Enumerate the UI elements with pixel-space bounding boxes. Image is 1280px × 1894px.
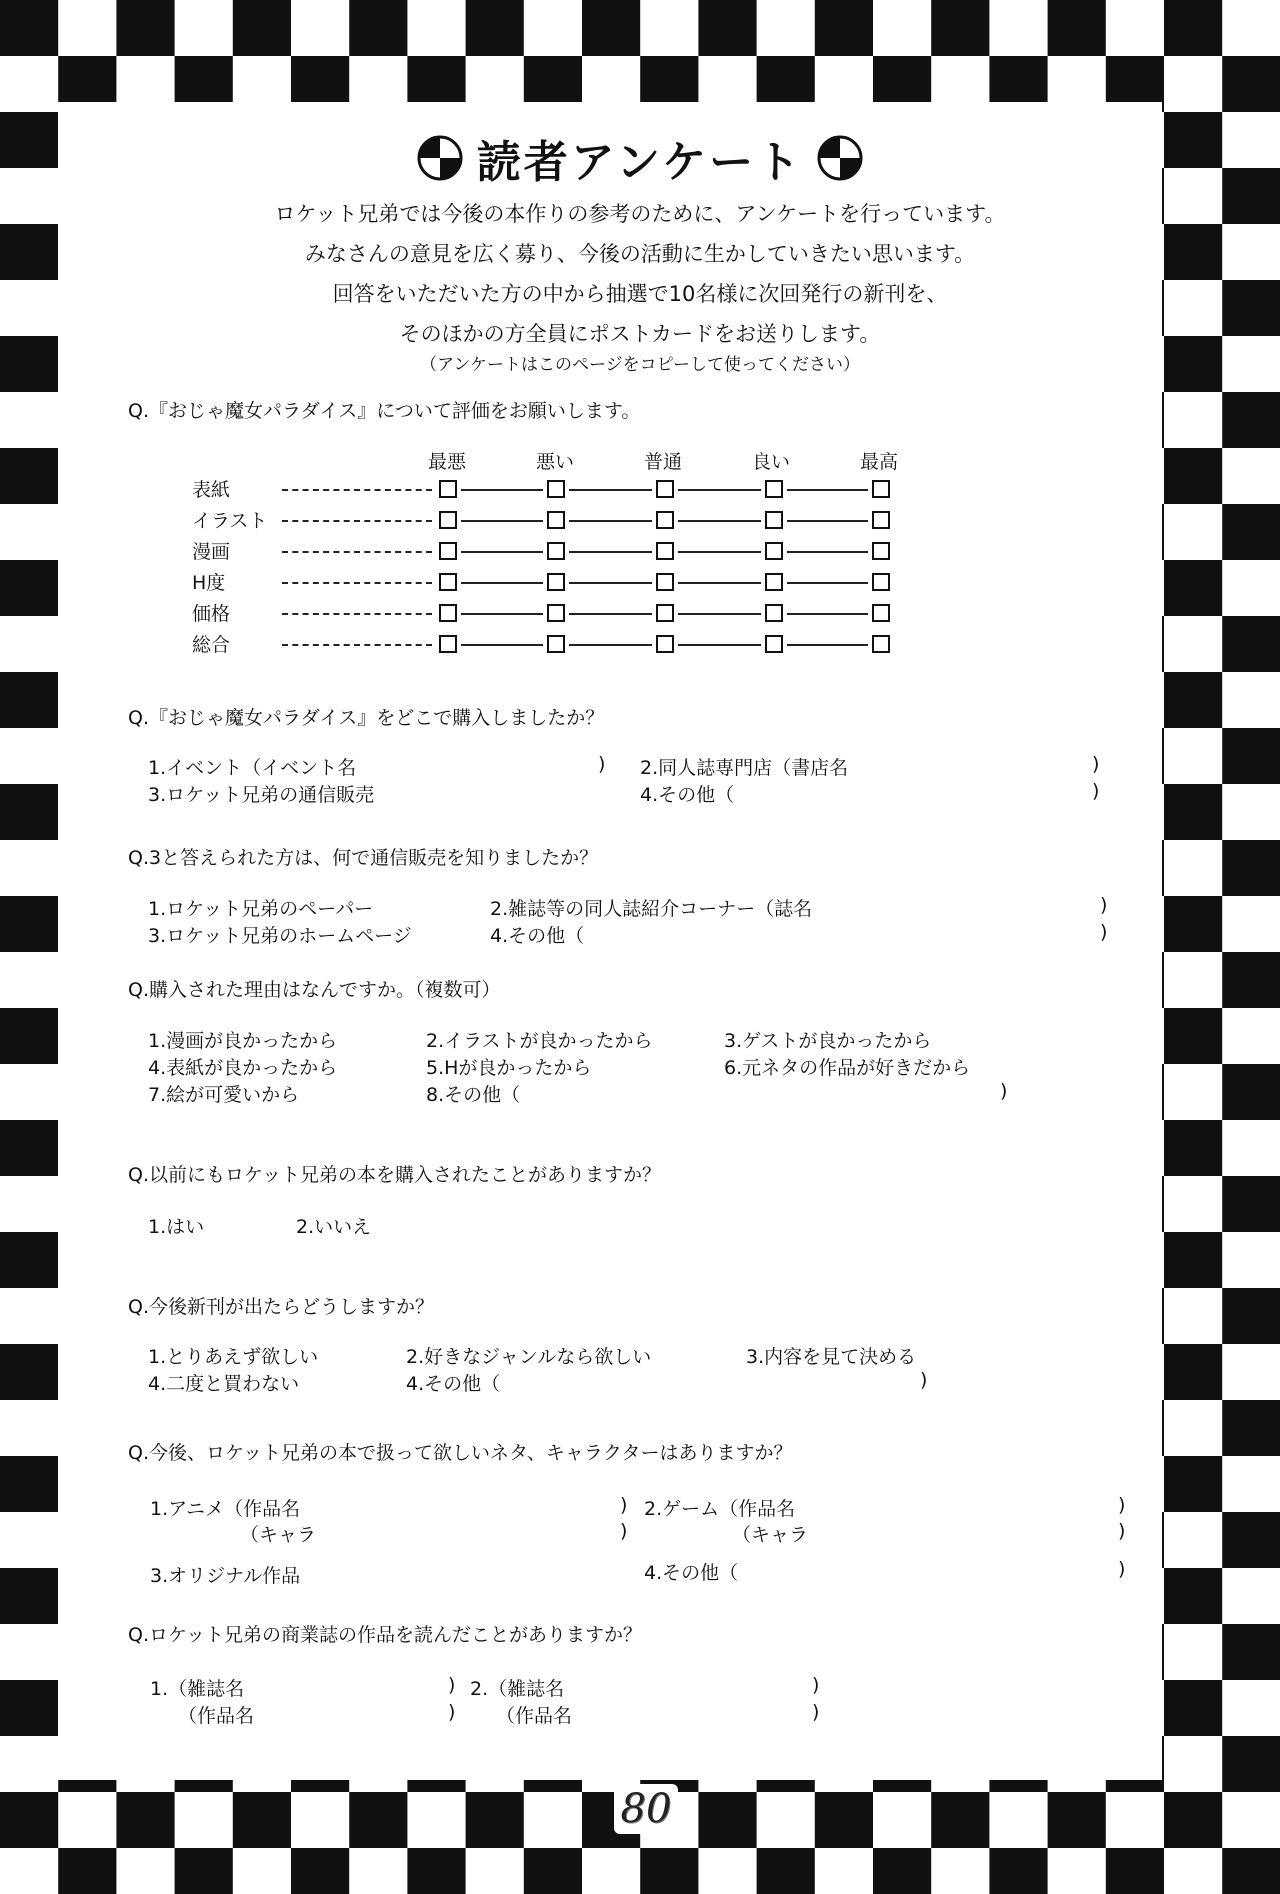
rating-checkbox[interactable] [765, 480, 783, 498]
rating-level-label: 普通 [644, 451, 683, 473]
rating-checkbox[interactable] [439, 480, 457, 498]
connector-line [569, 644, 652, 646]
rating-checkbox[interactable] [439, 511, 457, 529]
option-label: 1.（雑誌名 [150, 1678, 245, 1700]
connector-line [569, 551, 652, 553]
rating-row-label: 表紙 [192, 479, 231, 501]
rating-checkbox[interactable] [547, 480, 565, 498]
option-close-paren: ) [920, 1369, 928, 1391]
option-label: 1.ロケット兄弟のペーパー [148, 898, 374, 920]
connector-line [461, 582, 543, 584]
option-label: 4.その他（ [490, 925, 585, 947]
rating-checkbox[interactable] [656, 573, 674, 591]
rating-checkbox[interactable] [547, 573, 565, 591]
rating-row-label: H度 [192, 572, 226, 594]
option-label: 4.その他（ [644, 1562, 739, 1584]
option-close-paren: ) [620, 1520, 628, 1542]
question-mail-order-source: Q.3と答えられた方は、何で通信販売を知りましたか？ [128, 847, 599, 869]
rating-checkbox[interactable] [547, 542, 565, 560]
dashed-leader [282, 644, 432, 646]
option-close-paren: ) [598, 753, 606, 775]
option-close-paren: ) [448, 1674, 456, 1696]
rating-checkbox[interactable] [547, 604, 565, 622]
intro-line: ロケット兄弟では今後の本作りの参考のために、アンケートを行っています。 [274, 202, 1006, 226]
connector-line [569, 613, 652, 615]
option-label: 3.ロケット兄弟のホームページ [148, 925, 412, 947]
rating-checkbox[interactable] [656, 542, 674, 560]
option-label: 3.内容を見て決める [746, 1346, 917, 1368]
connector-line [461, 551, 543, 553]
rating-checkbox[interactable] [872, 635, 890, 653]
connector-line [678, 613, 761, 615]
option-close-paren: ) [812, 1701, 820, 1723]
rating-level-label: 悪い [536, 451, 575, 473]
option-label: 1.とりあえず欲しい [148, 1346, 319, 1368]
question-purchase-place: Q.『おじゃ魔女パラダイス』をどこで購入しましたか？ [128, 707, 605, 729]
intro-line: みなさんの意見を広く募り、今後の活動に生かしていきたい思います。 [304, 242, 976, 266]
option-label: 4.その他（ [406, 1373, 501, 1395]
rating-checkbox[interactable] [656, 511, 674, 529]
connector-line [678, 644, 761, 646]
option-close-paren: ) [1100, 921, 1108, 943]
rating-level-label: 良い [752, 451, 791, 473]
option-close-paren: ) [1118, 1558, 1126, 1580]
target-icon [417, 135, 463, 181]
dashed-leader [282, 582, 432, 584]
rating-row-label: 総合 [192, 634, 231, 656]
connector-line [787, 644, 868, 646]
option-label: 2.雑誌等の同人誌紹介コーナー（誌名 [490, 898, 813, 920]
connector-line [461, 613, 543, 615]
option-close-paren: ) [1092, 780, 1100, 802]
option-label: 8.その他（ [426, 1084, 521, 1106]
option-label: （作品名 [178, 1705, 255, 1727]
rating-row-label: イラスト [192, 510, 268, 532]
rating-checkbox[interactable] [439, 542, 457, 560]
intro-line: そのほかの方全員にポストカードをお送りします。 [399, 322, 881, 346]
option-label: 1.イベント（イベント名 [148, 757, 357, 779]
connector-line [569, 489, 652, 491]
connector-line [461, 644, 543, 646]
connector-line [787, 489, 868, 491]
option-close-paren: ) [1092, 753, 1100, 775]
rating-checkbox[interactable] [872, 511, 890, 529]
dashed-leader [282, 613, 432, 615]
connector-line [678, 551, 761, 553]
rating-checkbox[interactable] [872, 480, 890, 498]
option-label: 2.（雑誌名 [470, 1678, 565, 1700]
option-label: （キャラ [732, 1524, 809, 1546]
rating-checkbox[interactable] [656, 635, 674, 653]
intro-note: （アンケートはこのページをコピーして使ってください） [420, 355, 860, 375]
option-close-paren: ) [1000, 1080, 1008, 1102]
question-requested-topics: Q.今後、ロケット兄弟の本で扱って欲しいネタ、キャラクターはありますか？ [128, 1442, 793, 1464]
rating-checkbox[interactable] [872, 604, 890, 622]
option-label: 2.イラストが良かったから [426, 1030, 653, 1052]
connector-line [787, 520, 868, 522]
option-close-paren: ) [1118, 1520, 1126, 1542]
rating-checkbox[interactable] [547, 635, 565, 653]
option-close-paren: ) [1118, 1494, 1126, 1516]
connector-line [678, 520, 761, 522]
option-label: 1.はい [148, 1216, 205, 1238]
page-number: 80 [614, 1784, 678, 1834]
option-label: （作品名 [496, 1705, 573, 1727]
connector-line [787, 582, 868, 584]
rating-checkbox[interactable] [765, 604, 783, 622]
option-label: 4.表紙が良かったから [148, 1057, 338, 1079]
option-label: 1.アニメ（作品名 [150, 1498, 301, 1520]
option-close-paren: ) [620, 1494, 628, 1516]
rating-row-label: 漫画 [192, 541, 231, 563]
rating-checkbox[interactable] [765, 542, 783, 560]
connector-line [678, 489, 761, 491]
connector-line [569, 520, 652, 522]
rating-checkbox[interactable] [872, 542, 890, 560]
dashed-leader [282, 520, 432, 522]
rating-checkbox[interactable] [656, 604, 674, 622]
rating-checkbox[interactable] [547, 511, 565, 529]
question-rating: Q.『おじゃ魔女パラダイス』について評価をお願いします。 [128, 400, 641, 422]
option-label: 1.漫画が良かったから [148, 1030, 338, 1052]
rating-row-label: 価格 [192, 603, 231, 625]
option-label: 7.絵が可愛いから [148, 1084, 300, 1106]
question-previous-purchase: Q.以前にもロケット兄弟の本を購入されたことがありますか？ [128, 1164, 662, 1186]
option-label: （キャラ [240, 1524, 317, 1546]
option-close-paren: ) [448, 1701, 456, 1723]
rating-checkbox[interactable] [872, 573, 890, 591]
rating-checkbox[interactable] [656, 480, 674, 498]
target-icon [817, 135, 863, 181]
dashed-leader [282, 551, 432, 553]
option-label: 3.ゲストが良かったから [724, 1030, 932, 1052]
rating-checkbox[interactable] [765, 573, 783, 591]
option-close-paren: ) [1100, 894, 1108, 916]
option-label: 3.オリジナル作品 [150, 1565, 301, 1587]
connector-line [787, 613, 868, 615]
intro-line: 回答をいただいた方の中から抽選で10名様に次回発行の新刊を、 [332, 282, 948, 306]
rating-checkbox[interactable] [439, 604, 457, 622]
connector-line [461, 520, 543, 522]
rating-level-label: 最悪 [428, 451, 467, 473]
rating-checkbox[interactable] [765, 511, 783, 529]
title-row [0, 128, 1280, 188]
rating-level-label: 最高 [860, 451, 899, 473]
option-label: 4.二度と買わない [148, 1373, 300, 1395]
connector-line [678, 582, 761, 584]
rating-checkbox[interactable] [439, 573, 457, 591]
connector-line [569, 582, 652, 584]
option-label: 6.元ネタの作品が好きだから [724, 1057, 971, 1079]
rating-checkbox[interactable] [439, 635, 457, 653]
page-title: 読者アンケート [476, 137, 804, 188]
connector-line [787, 551, 868, 553]
option-label: 2.好きなジャンルなら欲しい [406, 1346, 652, 1368]
option-label: 4.その他（ [640, 784, 735, 806]
dashed-leader [282, 489, 432, 491]
connector-line [461, 489, 543, 491]
option-label: 5.Hが良かったから [426, 1057, 592, 1079]
rating-checkbox[interactable] [765, 635, 783, 653]
question-purchase-reason: Q.購入された理由はなんですか。（複数可） [128, 979, 501, 1001]
option-label: 2.同人誌専門店（書店名 [640, 757, 849, 779]
question-next-release: Q.今後新刊が出たらどうしますか？ [128, 1296, 434, 1318]
option-label: 3.ロケット兄弟の通信販売 [148, 784, 375, 806]
option-label: 2.ゲーム（作品名 [644, 1498, 796, 1520]
question-commercial-works: Q.ロケット兄弟の商業誌の作品を読んだことがありますか？ [128, 1624, 643, 1646]
option-label: 2.いいえ [296, 1216, 372, 1238]
option-close-paren: ) [812, 1674, 820, 1696]
